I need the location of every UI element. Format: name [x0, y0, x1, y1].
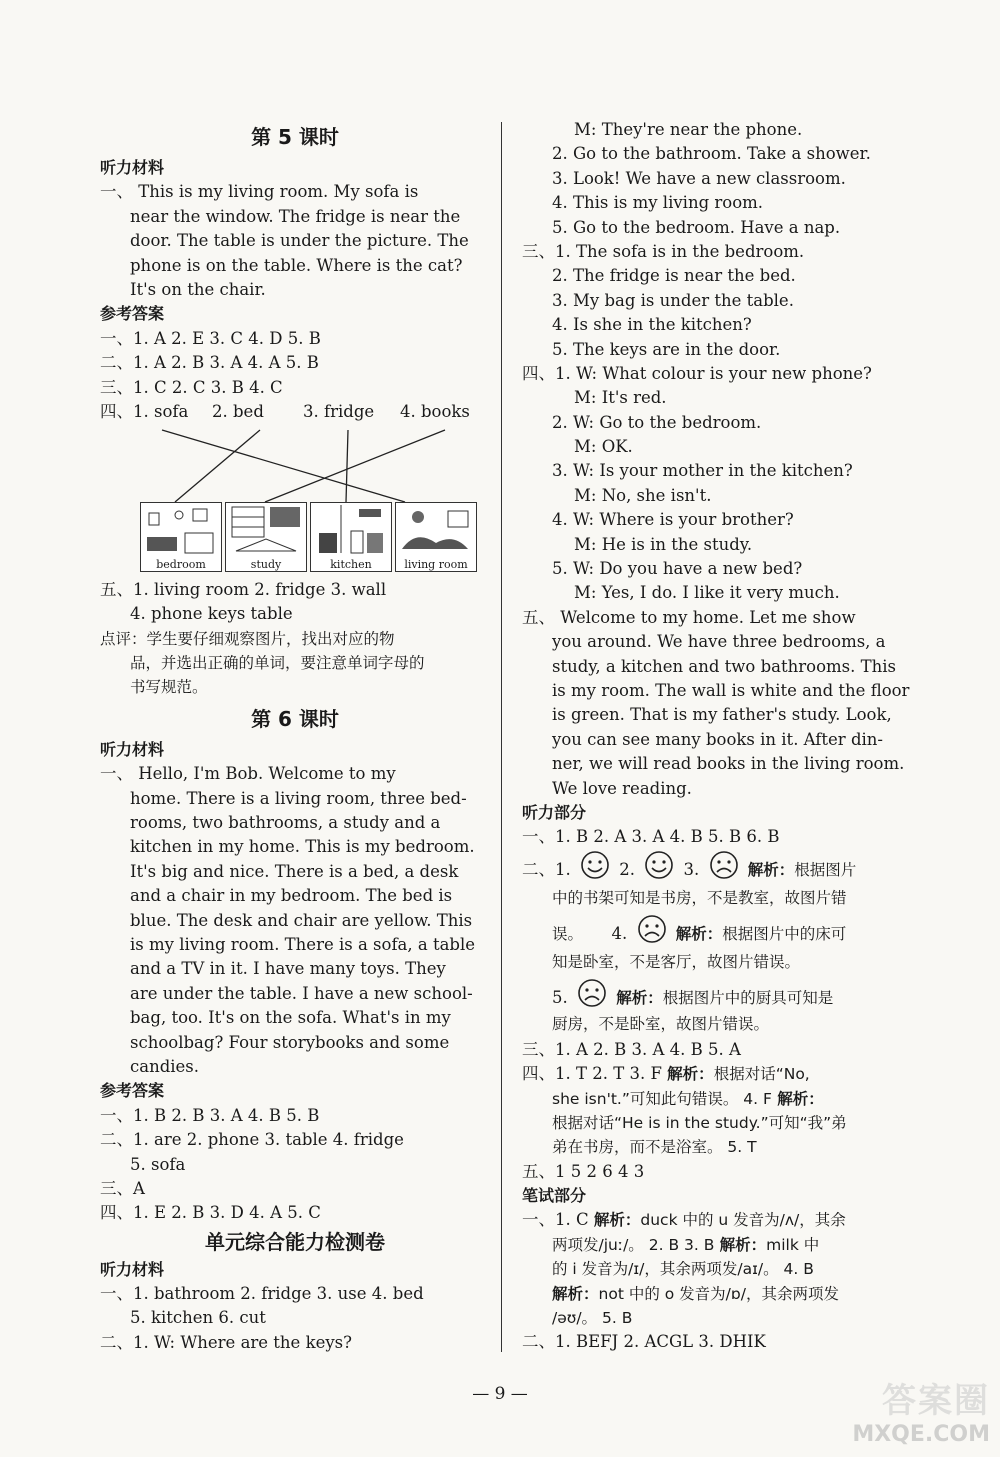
- written-part-heading: 笔试部分: [522, 1186, 587, 1206]
- lesson5-title: 第 5 课时: [251, 125, 339, 149]
- unit-1-line1: 一、1. bathroom 2. fridge 3. use 4. bed: [100, 1284, 424, 1304]
- passage-five-line: is my room. The wall is white and the floor: [552, 680, 910, 700]
- l6-text-line: is my living room. There is a sofa, a table: [130, 934, 476, 954]
- picture-kitchen: [310, 502, 392, 572]
- l6-text-line: It's big and nice. There is a bed, a desk: [130, 861, 459, 881]
- lp2-exp5-a: 根据图片中的厨具可知是: [662, 988, 834, 1007]
- lp2-num5: 5.: [552, 987, 568, 1007]
- lp2-exp4-label: 解析：: [675, 924, 723, 943]
- watermark-bottom: MXQE.COM: [852, 1422, 990, 1447]
- lp4-label2: 解析：: [777, 1089, 824, 1108]
- lp-answer-1: 一、1. B 2. A 3. A 4. B 5. B 6. B: [522, 827, 780, 847]
- lp2-exp4-a: 根据图片中的床可: [722, 924, 847, 943]
- lp4-a: 四、1. T 2. T 3. F: [522, 1064, 662, 1084]
- unit-2-line1: 二、1. W: Where are the keys?: [100, 1332, 352, 1352]
- lp2-num4: 4.: [611, 923, 628, 943]
- dialogue-line: 3. Look! We have a new classroom.: [552, 168, 846, 188]
- dialogue-line: 4. W: Where is your brother?: [552, 510, 794, 530]
- dialogue-line: M: No, she isn't.: [574, 485, 712, 505]
- watermark-top: 答案圈: [882, 1381, 990, 1421]
- lp2-num2: 2.: [619, 859, 635, 879]
- wp1-label3: 解析：: [552, 1284, 599, 1303]
- match-line-books: [265, 430, 445, 502]
- wp1-label2: 解析：: [719, 1235, 767, 1254]
- matching-exercise: [100, 400, 490, 578]
- picture-label-living-room: living room: [396, 558, 476, 571]
- right-dialogue-lines: [522, 118, 914, 606]
- l5-answer-5-line1: 五、1. living room 2. fridge 3. wall: [100, 579, 387, 599]
- l5-answer-5-line2: 4. phone keys table: [130, 604, 293, 624]
- lp2-exp3-a: 根据图片: [794, 860, 857, 879]
- passage-five: [522, 606, 914, 801]
- l6-text-line: and a chair in my bedroom. The bed is: [130, 886, 453, 906]
- dialogue-line: 4. This is my living room.: [552, 193, 764, 213]
- lp2-exp5-label: 解析：: [616, 988, 663, 1007]
- wp1-c: 两项发/juː/。 2. B 3. B: [552, 1235, 715, 1254]
- l5-comment-line: 书写规范。: [130, 678, 208, 697]
- lp-answer-5: 五、1 5 2 6 4 3: [522, 1161, 645, 1181]
- l6-listening-text: [100, 762, 490, 1079]
- wp1-d: milk 中: [766, 1235, 820, 1254]
- lp2-prefix: 二、1.: [522, 859, 571, 879]
- picture-bedroom: [140, 502, 222, 572]
- wp1-label: 解析：: [593, 1211, 641, 1230]
- l6-answer-1: 一、1. B 2. B 3. A 4. B 5. B: [100, 1105, 320, 1125]
- lp-answer-2-line1: [522, 850, 914, 882]
- dialogue-line: 2. W: Go to the bedroom.: [552, 412, 762, 432]
- lp-answer-4-line3: 根据对话“He is in the study.”可知“我”弟: [552, 1113, 847, 1132]
- dialogue-line: 2. The fridge is near the bed.: [552, 266, 796, 286]
- match-line-fridge: [346, 430, 348, 502]
- dialogue-line: 2. Go to the bathroom. Take a shower.: [552, 144, 871, 164]
- dialogue-line: 5. Go to the bedroom. Have a nap.: [552, 217, 841, 237]
- l5-answer-2: 二、1. A 2. B 3. A 4. A 5. B: [100, 353, 319, 373]
- lp2-exp3-b: 中的书架可知是书房，不是教室，故图片错: [552, 888, 847, 907]
- lp4-b: 根据对话“No,: [713, 1065, 810, 1084]
- l5-text-line: door. The table is under the picture. The: [130, 231, 469, 251]
- lp2-exp4-b: 知是卧室，不是客厅，故图片错误。: [552, 952, 801, 971]
- picture-label-study: study: [226, 558, 306, 571]
- lp2-exp3-c: 误。: [552, 924, 584, 943]
- dialogue-line: M: He is in the study.: [574, 534, 753, 554]
- picture-living-room: [395, 502, 477, 572]
- passage-five-line: ner, we will read books in the living room.: [552, 754, 905, 774]
- lp-answer-4-line4: 弟在书房，而不是浴室。 5. T: [552, 1138, 757, 1157]
- passage-five-line: you can see many books in it. After din-: [552, 729, 883, 749]
- wp-answer-1-line3: 的 i 发音为/ɪ/，其余两项发/aɪ/。 4. B: [552, 1260, 814, 1279]
- dialogue-line: 三、1. The sofa is in the bedroom.: [522, 241, 805, 261]
- l6-listening-heading: 听力材料: [100, 739, 165, 759]
- matching-lines: [100, 400, 490, 504]
- watermark-logo: [810, 1373, 990, 1453]
- match-word-1: 四、1. sofa: [100, 401, 189, 421]
- match-line-bed: [175, 430, 260, 502]
- column-divider: [501, 122, 502, 1352]
- l5-text-line: near the window. The fridge is near the: [130, 206, 461, 226]
- passage-five-line: 五、 Welcome to my home. Let me show: [522, 607, 856, 627]
- listening-part-heading: 听力部分: [522, 802, 587, 822]
- l5-text-line: phone is on the table. Where is the cat?: [130, 255, 463, 275]
- picture-study: [225, 502, 307, 572]
- l6-answer-3: 三、A: [100, 1178, 145, 1198]
- l5-text-line: It's on the chair.: [130, 279, 266, 299]
- wp1-b: duck 中的 u 发音为/ʌ/，其余: [640, 1211, 846, 1230]
- lp-answer-2-line3: [522, 914, 914, 946]
- l5-listening-text: [100, 180, 490, 302]
- lp-answer-2-line5: [522, 978, 914, 1010]
- lp4-label: 解析：: [667, 1065, 714, 1084]
- l6-answer-heading: 参考答案: [100, 1081, 165, 1101]
- dialogue-line: 5. The keys are in the door.: [552, 339, 781, 359]
- lp-answer-4-line2: [522, 1087, 914, 1111]
- passage-five-line: We love reading.: [552, 778, 692, 798]
- l5-comment: [100, 627, 490, 700]
- lp2-exp5-b: 厨房，不是卧室，故图片错误。: [552, 1014, 770, 1033]
- wp-answer-1-line1: [522, 1208, 914, 1232]
- match-word-2: 2. bed: [212, 401, 264, 421]
- dialogue-line: 4. Is she in the kitchen?: [552, 315, 752, 335]
- lp-answer-3: 三、1. A 2. B 3. A 4. B 5. A: [522, 1039, 741, 1059]
- l6-text-line: and a TV in it. I have many toys. They: [130, 959, 446, 979]
- dialogue-line: M: They're near the phone.: [574, 120, 803, 139]
- right-column: [522, 118, 914, 1355]
- unit-listening-heading: 听力材料: [100, 1259, 165, 1279]
- unit-test-title: 单元综合能力检测卷: [205, 1229, 385, 1254]
- l5-answer-heading: 参考答案: [100, 304, 165, 324]
- picture-label-kitchen: kitchen: [311, 558, 391, 571]
- picture-label-bedroom: bedroom: [141, 558, 221, 571]
- l5-comment-line: 点评：学生要仔细观察图片，找出对应的物: [100, 629, 395, 648]
- l5-comment-line: 品，并选出正确的单词，要注意单词字母的: [130, 654, 425, 673]
- lp2-exp3-label: 解析：: [747, 860, 795, 879]
- l5-text-line: 一、 This is my living room. My sofa is: [100, 182, 419, 202]
- match-word-3: 3. fridge: [303, 401, 375, 421]
- dialogue-line: M: Yes, I do. I like it very much.: [574, 583, 840, 603]
- wp-answer-2: 二、1. BEFJ 2. ACGL 3. DHIK: [522, 1332, 766, 1352]
- l6-text-line: blue. The desk and chair are yellow. This: [130, 910, 473, 930]
- l5-listening-heading: 听力材料: [100, 158, 165, 177]
- l6-text-line: 一、 Hello, I'm Bob. Welcome to my: [100, 764, 396, 784]
- l6-answer-2-line2: 5. sofa: [130, 1154, 186, 1174]
- l6-answer-4: 四、1. E 2. B 3. D 4. A 5. C: [100, 1203, 321, 1223]
- left-column: [100, 118, 490, 1355]
- l6-text-line: candies.: [130, 1056, 200, 1076]
- l6-text-line: kitchen in my home. This is my bedroom.: [130, 837, 475, 857]
- l6-text-line: are under the table. I have a new school-: [130, 983, 473, 1003]
- match-line-sofa: [162, 430, 405, 502]
- match-word-4: 4. books: [400, 401, 470, 421]
- dialogue-line: M: It's red.: [574, 388, 667, 408]
- dialogue-line: 3. W: Is your mother in the kitchen?: [552, 461, 853, 481]
- l6-answer-2-line1: 二、1. are 2. phone 3. table 4. fridge: [100, 1130, 404, 1150]
- lesson6-title: 第 6 课时: [251, 706, 339, 731]
- unit-1-line2: 5. kitchen 6. cut: [130, 1308, 266, 1328]
- lp-answer-4-line1: [522, 1062, 914, 1086]
- l5-answer-3: 三、1. C 2. C 3. B 4. C: [100, 377, 283, 397]
- l6-text-line: bag, too. It's on the sofa. What's in my: [130, 1008, 451, 1028]
- l5-answer-1: 一、1. A 2. E 3. C 4. D 5. B: [100, 328, 321, 348]
- page-number: — 9 —: [472, 1384, 528, 1404]
- l6-text-line: schoolbag? Four storybooks and some: [130, 1032, 450, 1052]
- passage-five-line: is green. That is my father's study. Look,: [552, 705, 892, 725]
- dialogue-line: 四、1. W: What colour is your new phone?: [522, 363, 872, 383]
- wp-answer-1-line4: [522, 1282, 914, 1306]
- wp-answer-1-line2: [522, 1233, 914, 1257]
- dialogue-line: M: OK.: [574, 437, 633, 457]
- wp1-f: not 中的 o 发音为/ɒ/，其余两项发: [598, 1284, 839, 1303]
- lp4-c: she isn't.”可知此句错误。 4. F: [552, 1089, 772, 1108]
- l6-text-line: rooms, two bathrooms, a study and a: [130, 813, 441, 833]
- wp1-a: 一、1. C: [522, 1210, 589, 1230]
- dialogue-line: 3. My bag is under the table.: [552, 290, 794, 310]
- wp-answer-1-line5: /əʊ/。 5. B: [552, 1309, 633, 1328]
- dialogue-line: 5. W: Do you have a new bed?: [552, 559, 803, 579]
- lp2-num3: 3.: [683, 859, 700, 879]
- l6-text-line: home. There is a living room, three bed-: [130, 788, 467, 808]
- passage-five-line: you around. We have three bedrooms, a: [552, 632, 886, 652]
- passage-five-line: study, a kitchen and two bathrooms. This: [552, 656, 896, 676]
